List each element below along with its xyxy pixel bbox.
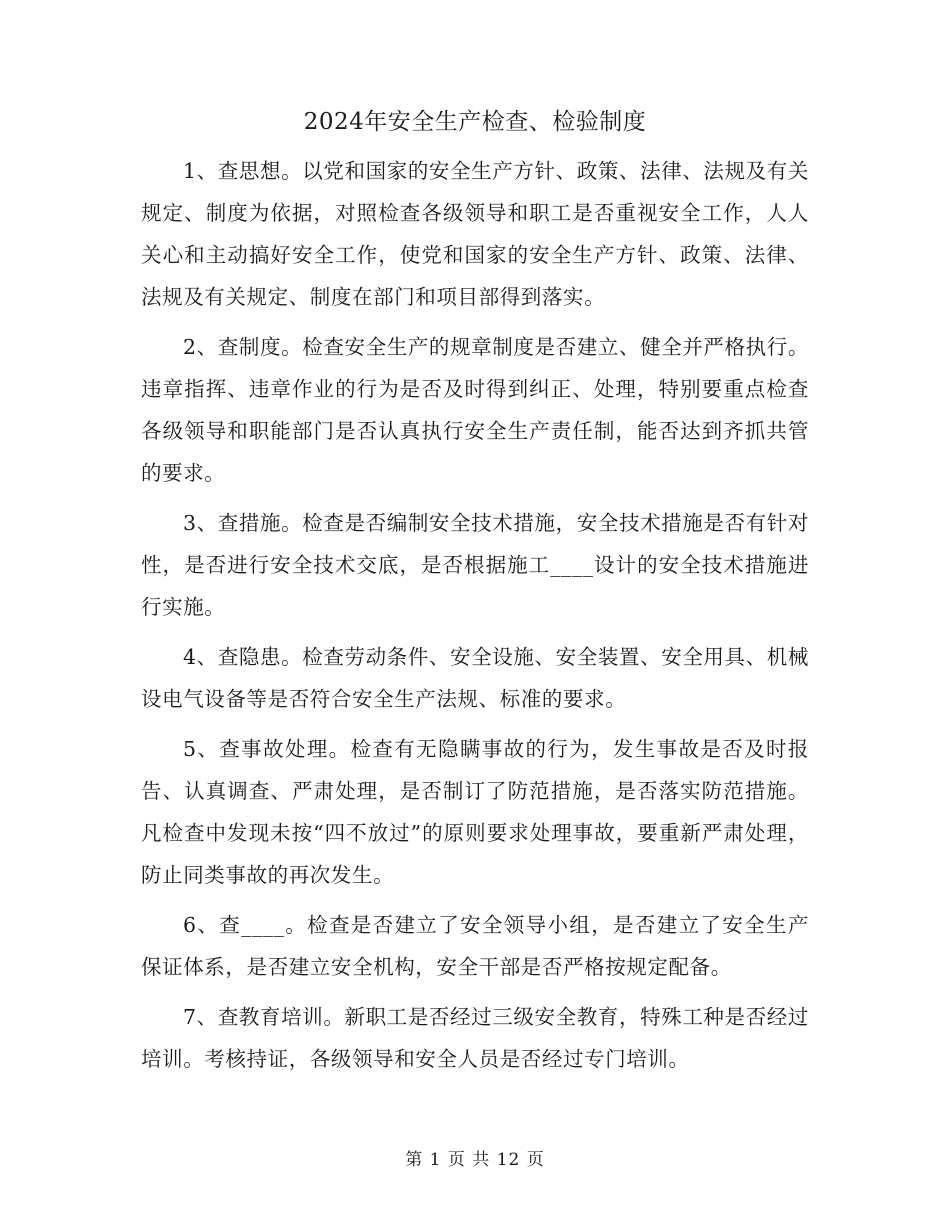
paragraph-check-system: 2、查制度。检查安全生产的规章制度是否建立、健全并严格执行。违章指挥、违章作业的行为是否及时得到纠正、处理，特别要重点检查各级领导和职能部门是否认真执行安全生产责任制，能否达到齐抓共管的要求。: [141, 335, 809, 485]
page-number-footer: 第 1 页 共 12 页: [405, 1150, 545, 1170]
document-title: 2024年安全生产检查、检验制度: [303, 109, 647, 135]
paragraph-check-thinking: 1、查思想。以党和国家的安全生产方针、政策、法律、法规及有关规定、制度为依据，对照检查各级领导和职工是否重视安全工作，人人关心和主动搞好安全工作，使党和国家的安全生产方针、政策、法律、法规及有关规定、制度在部门和项目部得到落实。: [141, 159, 809, 309]
paragraph-check-organization: 6、查____。检查是否建立了安全领导小组，是否建立了安全生产保证体系，是否建立安全机构，安全干部是否严格按规定配备。: [141, 913, 809, 979]
document-body: [141, 150, 809, 1088]
paragraph-check-hazards: 4、查隐患。检查劳动条件、安全设施、安全装置、安全用具、机械设电气设备等是否符合安全生产法规、标准的要求。: [141, 645, 809, 711]
paragraph-check-training: 7、查教育培训。新职工是否经过三级安全教育，特殊工种是否经过培训。考核持证，各级领导和安全人员是否经过专门培训。: [141, 1005, 809, 1071]
paragraph-check-measures: 3、查措施。检查是否编制安全技术措施，安全技术措施是否有针对性，是否进行安全技术交底，是否根据施工____设计的安全技术措施进行实施。: [141, 511, 809, 619]
paragraph-check-accident-handling: 5、查事故处理。检查有无隐瞒事故的行为，发生事故是否及时报告、认真调查、严肃处理，是否制订了防范措施，是否落实防范措施。凡检查中发现未按“四不放过”的原则要求处理事故，要重新严肃处理，防止同类事故的再次发生。: [141, 737, 809, 887]
